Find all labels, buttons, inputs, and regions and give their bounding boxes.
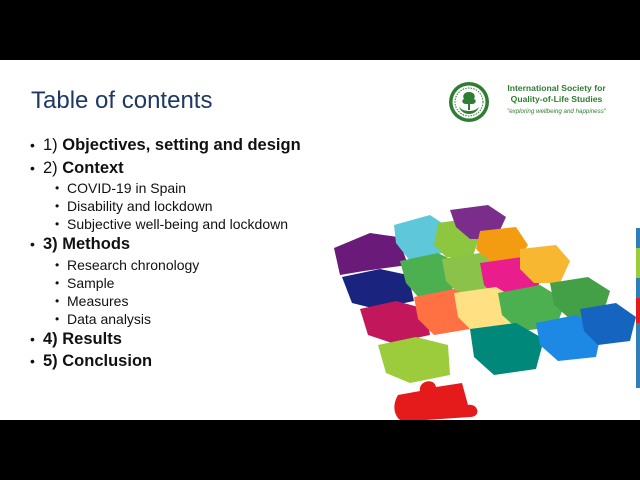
toc-item-number: 5) <box>43 352 58 370</box>
logo-org-line: Quality-of-Life Studies <box>510 94 603 104</box>
slide-title: Table of contents <box>31 87 213 114</box>
edge-strip <box>636 228 640 388</box>
toc-subitem: • COVID-19 in Spain <box>30 179 330 197</box>
toc-subitem: • Sample <box>30 274 330 292</box>
tree-hands-emblem-icon <box>448 81 490 123</box>
isqols-logo <box>448 80 618 126</box>
table-of-contents <box>30 134 330 373</box>
toc-subitem: • Disability and lockdown <box>30 197 330 215</box>
toc-item-label: Methods <box>62 235 131 253</box>
toc-subitem: • Measures <box>30 292 330 310</box>
toc-item-label: Conclusion <box>62 352 153 370</box>
toc-item-number: 2) <box>43 158 58 177</box>
logo-tagline: "exploring wellbeing and happiness" <box>507 108 606 115</box>
toc-item-number: 4) <box>43 329 58 348</box>
slide <box>0 60 640 420</box>
logo-org-name <box>495 83 618 105</box>
toc-item-context <box>30 157 330 180</box>
toc-item-label: Results <box>62 329 122 348</box>
toc-subitem: • Research chronology <box>30 256 330 274</box>
toc-item-label: Objectives, setting and design <box>62 136 301 154</box>
toc-subitem: • Subjective well-being and lockdown <box>30 215 330 233</box>
toc-subitem: • Data analysis <box>30 310 330 328</box>
toc-item-results <box>30 328 330 351</box>
toc-item-conclusion <box>30 350 330 373</box>
toc-item-label: Context <box>62 158 124 177</box>
puzzle-pieces-image <box>330 205 640 420</box>
toc-item-number: 1) <box>43 136 58 154</box>
toc-item-objectives <box>30 134 330 157</box>
toc-item-number: 3) <box>43 235 58 253</box>
logo-org-line: International Society for <box>507 83 606 93</box>
toc-item-methods <box>30 233 330 256</box>
